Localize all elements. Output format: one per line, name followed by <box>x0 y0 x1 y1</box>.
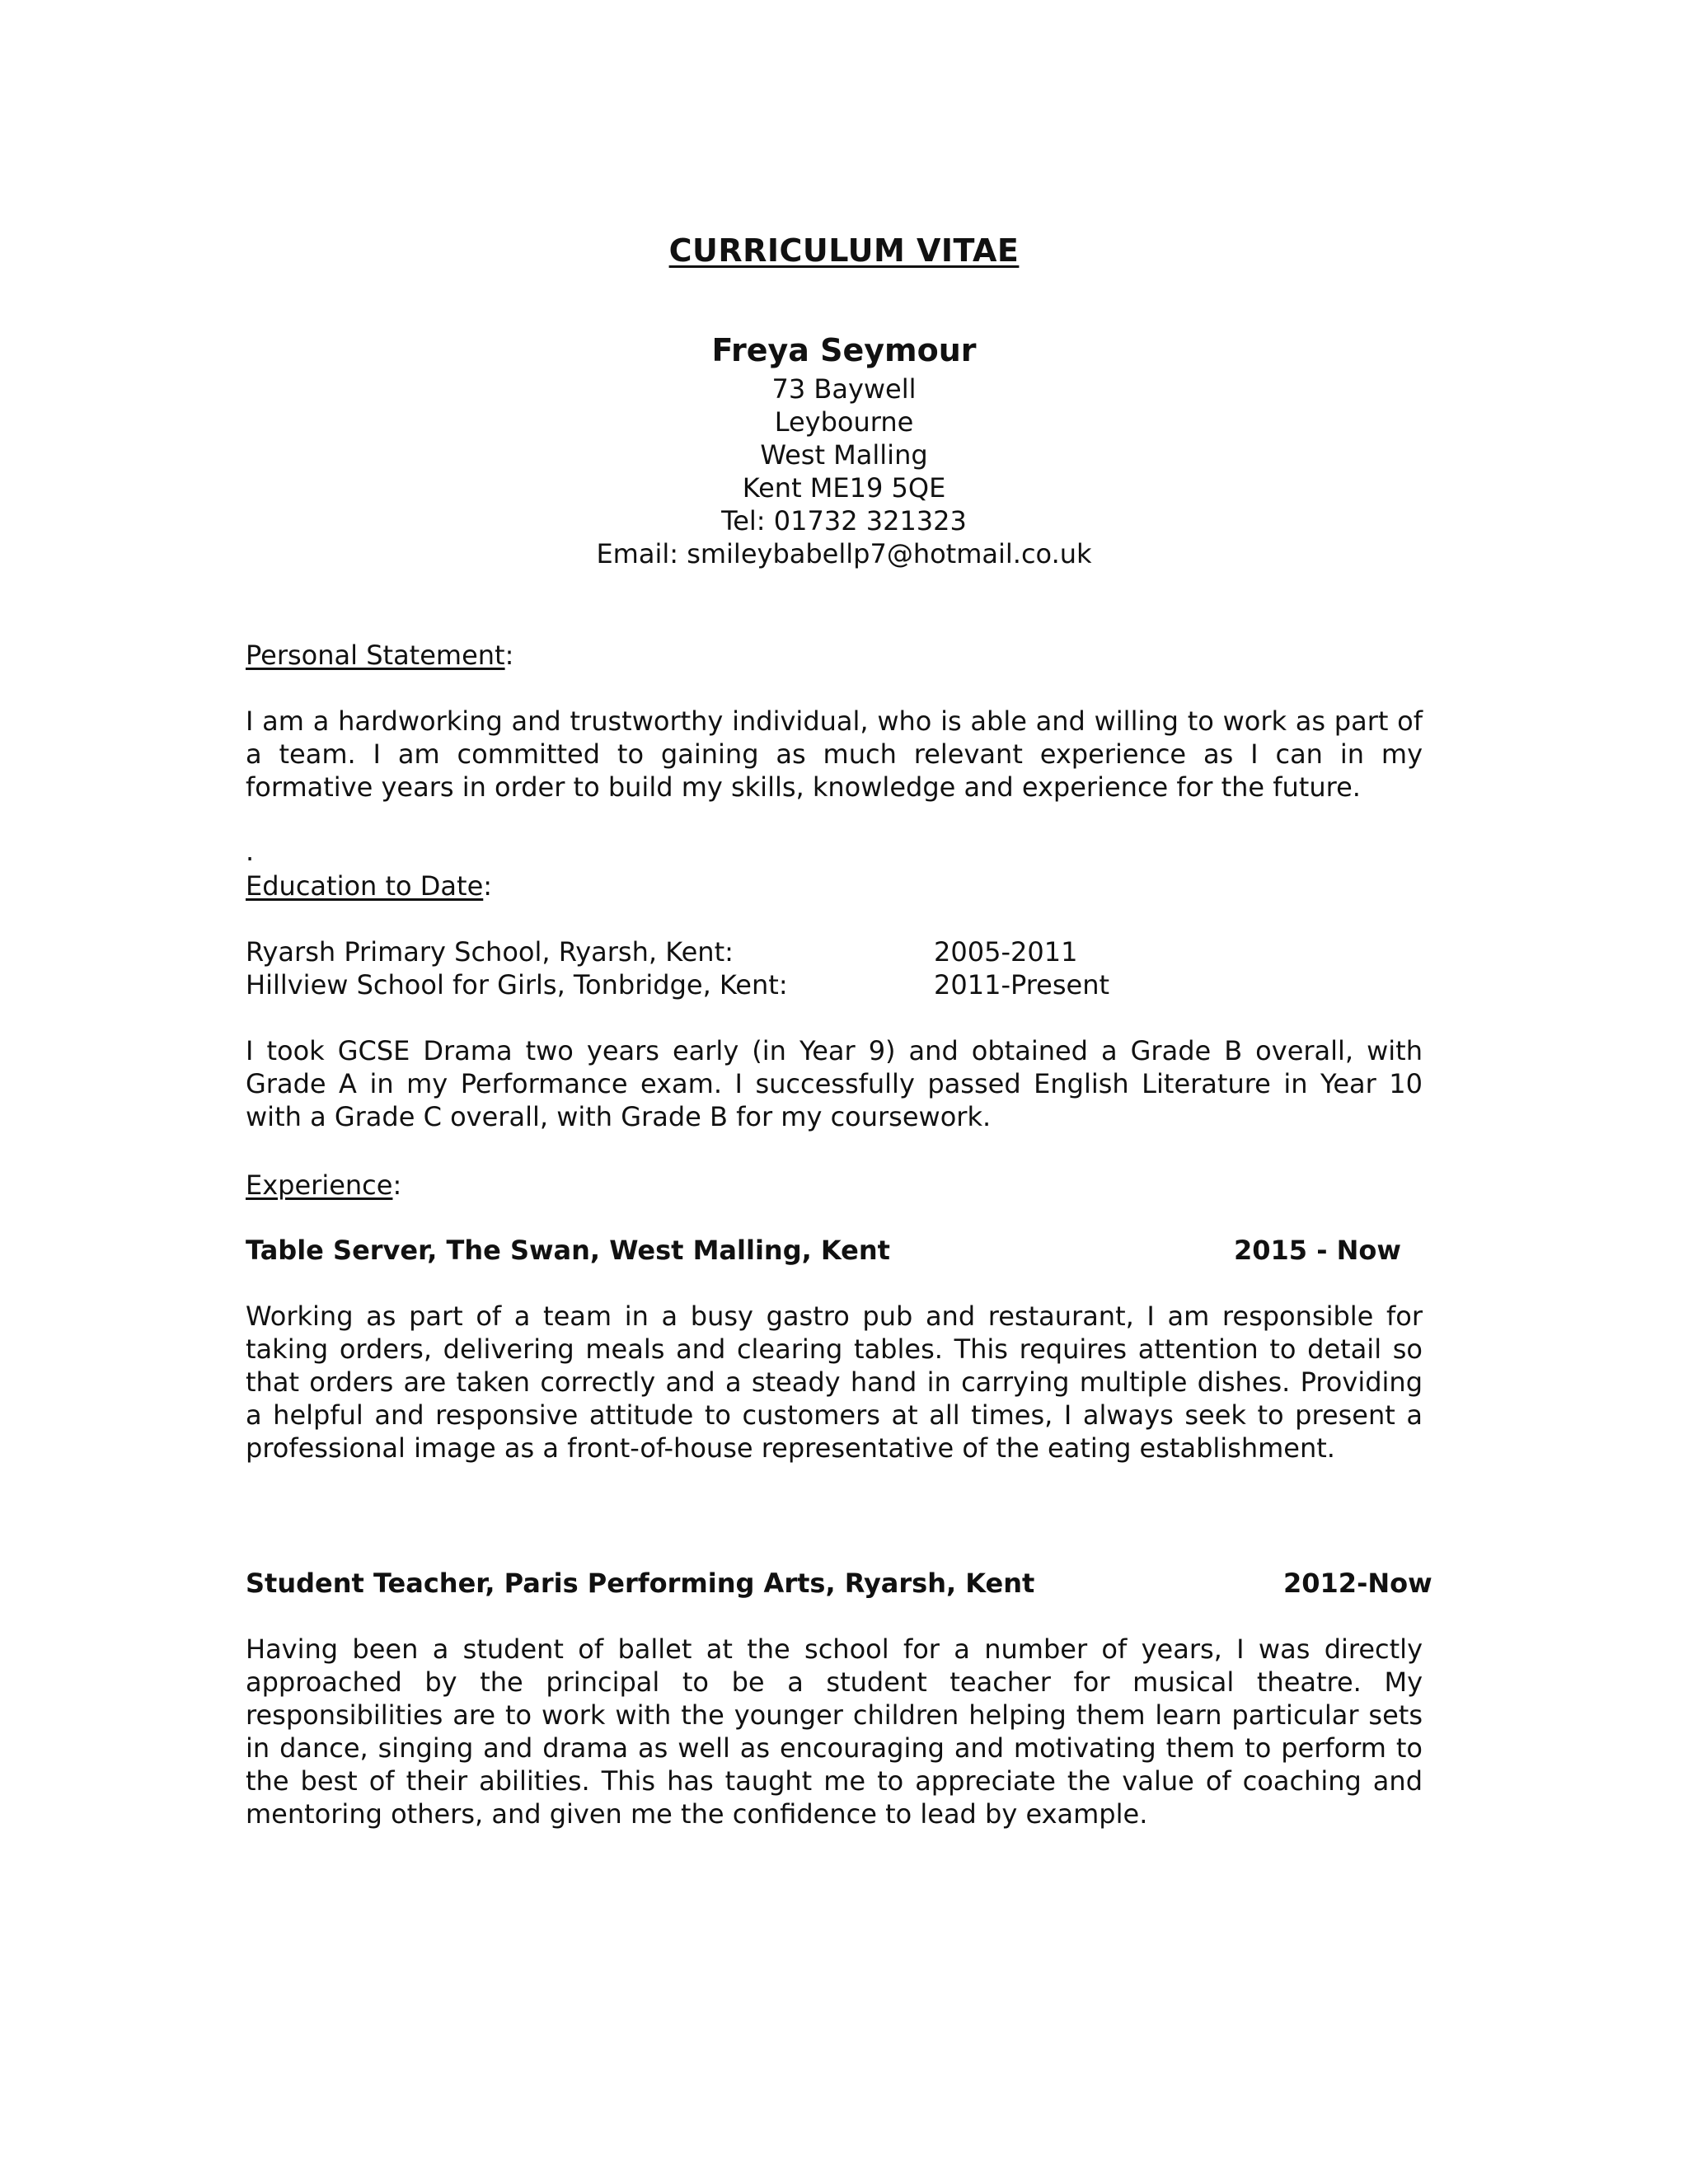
address-line-2: Leybourne <box>774 406 914 438</box>
stray-period: . <box>246 836 255 867</box>
email: Email: smileybabellp7@hotmail.co.uk <box>596 538 1092 569</box>
job-title-1: Table Server, The Swan, West Malling, Kent <box>246 1235 890 1266</box>
applicant-name: Freya Seymour <box>711 332 977 368</box>
personal-statement-text: I am a hardworking and trustworthy individual, who is able and willing to work as part of a team. I am committed to gaining as much relevant experience as I can in my formative years in order to build my skills, knowledge and experience for the future. <box>246 705 1423 803</box>
education-heading: Education to Date: <box>246 870 493 902</box>
education-text: I took GCSE Drama two years early (in Year 9) and obtained a Grade B overall, with Grade A in my Performance exam. I successfully passed English Literature in Year 10 with a Grade C overall, with Grade B for my coursework. <box>246 1035 1423 1132</box>
job-description-1: Working as part of a team in a busy gastro pub and restaurant, I am responsible for taking orders, delivering meals and clearing tables. This requires attention to detail so that orders are taken correctly and a steady hand in carrying multiple dishes. Providing a helpful and responsive attitude to customers at all times, I always seek to present a professional image as a front-of-house representative of the eating establishment. <box>246 1301 1423 1464</box>
job-dates-1: 2015 - Now <box>1234 1235 1401 1266</box>
education-school-2: Hillview School for Girls, Tonbridge, Kent: <box>246 969 788 1001</box>
document-title: CURRICULUM VITAE <box>668 232 1020 269</box>
address-line-3: West Malling <box>760 439 928 471</box>
experience-heading: Experience: <box>246 1169 402 1201</box>
address-line-4: Kent ME19 5QE <box>742 472 946 504</box>
telephone: Tel: 01732 321323 <box>721 505 967 537</box>
job-description-2: Having been a student of ballet at the school for a number of years, I was directly approached by the principal to be a student teacher for musical theatre. My responsibilities are to work with the younger children helping them learn particular sets in dance, singing and drama as well as encouraging and motivating them to perform to the best of their abilities. This has taught me to appreciate the value of coaching and mentoring others, and given me the confidence to lead by example. <box>246 1633 1423 1830</box>
education-school-1: Ryarsh Primary School, Ryarsh, Kent: <box>246 936 734 968</box>
job-title-2: Student Teacher, Paris Performing Arts, Ryarsh, Kent <box>246 1568 1035 1599</box>
education-years-2: 2011-Present <box>934 969 1110 1001</box>
job-dates-2: 2012-Now <box>1283 1568 1432 1599</box>
education-years-1: 2005-2011 <box>934 936 1078 968</box>
address-line-1: 73 Baywell <box>771 373 917 405</box>
personal-statement-heading: Personal Statement: <box>246 640 514 671</box>
